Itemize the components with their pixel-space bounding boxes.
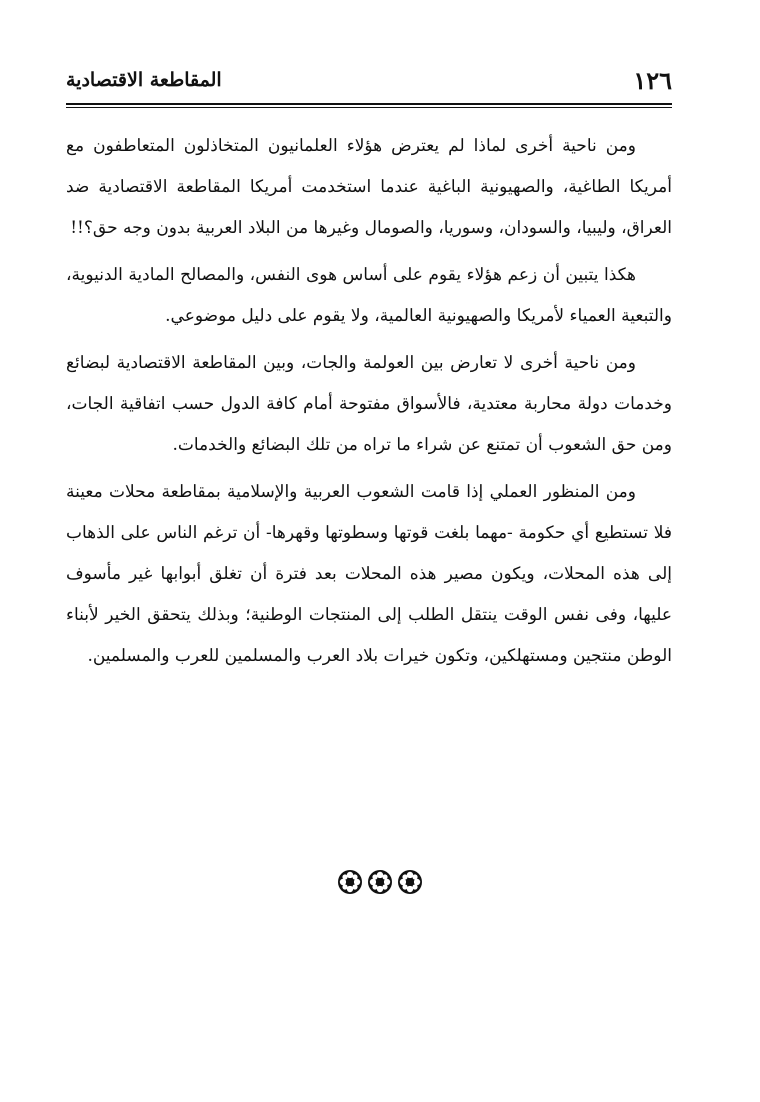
- page-header: [66, 58, 672, 102]
- flower-ornament-icon: [336, 868, 364, 896]
- paragraph-2: هكذا يتبين أن زعم هؤلاء يقوم على أساس هوى النفس، والمصالح المادية الدنيوية، والتبعية العمياء لأمريكا والصهيونية العالمية، ولا يقوم على دليل موضوعي.: [66, 265, 672, 326]
- paragraph-4: ومن المنظور العملي إذا قامت الشعوب العربية والإسلامية بمقاطعة محلات معينة فلا تستطيع أي حكومة -مهما بلغت قوتها وسطوتها وقهرها- أن ترغم الناس على الذهاب إلى هذه المحلات، ويكون مصير هذه المحلات بعد فترة أن تغلق أبوابها غير مأسوف عليها، وفى نفس الوقت ينتقل الطلب إلى المنتجات الوطنية؛ وبذلك يتحقق الخير لأبناء الوطن منتجين ومستهلكين، وتكون خيرات بلاد العرب والمسلمين للعرب والمسلمين.: [66, 482, 672, 666]
- paragraph-3: ومن ناحية أخرى لا تعارض بين العولمة والجات، وبين المقاطعة الاقتصادية لبضائع وخدمات دولة محاربة معتدية، فالأسواق مفتوحة أمام كافة الدول حسب اتفاقية الجات، ومن حق الشعوب أن تمتنع عن شراء ما تراه من تلك البضائع والخدمات.: [66, 353, 672, 455]
- flower-ornament-icon: [396, 868, 424, 896]
- running-title: المقاطعة الاقتصادية: [66, 69, 222, 91]
- header-rule-thick: [66, 103, 672, 105]
- page-number: ١٢٦: [633, 65, 672, 95]
- section-end-ornament: [0, 868, 760, 898]
- paragraph-1: ومن ناحية أخرى لماذا لم يعترض هؤلاء العلمانيون المتخاذلون المتعاطفون مع أمريكا الطاغية، والصهيونية الباغية عندما استخدمت أمريكا المقاطعة الاقتصادية ضد العراق، وليبيا، والسودان، وسوريا، والصومال وغيرها من البلاد العربية بدون وجه حق؟!!: [66, 136, 672, 238]
- header-rule-thin: [66, 107, 672, 108]
- body-text: [66, 126, 672, 683]
- flower-ornament-icon: [366, 868, 394, 896]
